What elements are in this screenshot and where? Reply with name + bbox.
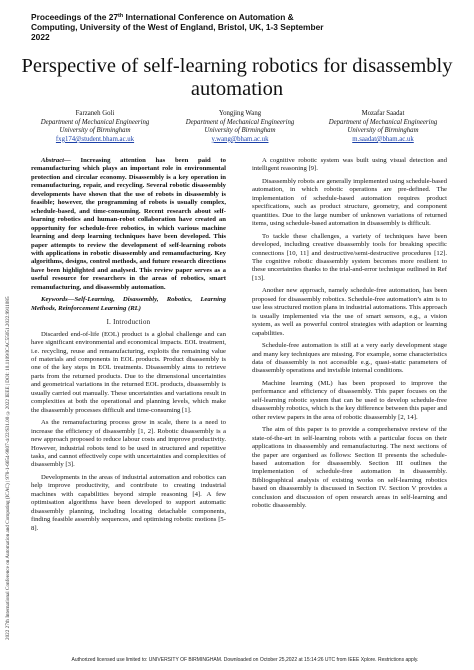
abstract-label: Abstract—	[41, 157, 71, 164]
proceedings-header	[31, 12, 331, 42]
author-2	[165, 110, 315, 144]
body-paragraph: The aim of this paper is to provide a comprehensive review of the state-of-the-art in self-learning robots with a particular focus on their applications in disassembly and remanufacturing. The next sections of the paper are organised as follows: Section II presents the schedule-based automation for disassembly. Section III outlines the implementation of schedule-free automation in disassembly. Bibliographical analysis of existing works on self-learning robotics based on disassembly is discussed in Section IV. Section V provides a conclusion and discussion of open research areas in self-learning and robotic disassembly.	[252, 426, 447, 510]
author-univ: University of Birmingham	[204, 127, 276, 135]
body-paragraph: As the remanufacturing process grow in scale, there is a need to increase the efficiency of disassembly [1, 2]. Robotic disassembly is a new approach proposed to reduce labour costs and improve productivity. However, industrial robots tend to be used in structured and repetitive tasks, and cannot effectively cope with uncertainties and complexities of disassembly [3].	[31, 419, 226, 469]
section-heading-introduction: I. Introduction	[106, 319, 151, 327]
body-paragraph: A cognitive robotic system was built using visual detection and intelligent reasoning [9].	[252, 157, 447, 173]
author-dept: Department of Mechanical Engineering	[40, 118, 150, 126]
author-dept: Department of Mechanical Engineering	[185, 118, 295, 126]
author-3	[308, 110, 458, 144]
body-paragraph: To tackle these challenges, a variety of techniques have been developed, including creative disassembly tools for breaking specific connections [10, 11] and destructive/semi-destructive procedures [12]. The cognitive robotic disassembly system becomes more resilient to these uncertainties thanks to the trial-and-error technique outlined in Ref [13].	[252, 232, 447, 282]
left-column	[31, 157, 226, 537]
author-name: Yongjing Wang	[218, 110, 262, 117]
author-email-link[interactable]: y.wang@bham.ac.uk	[211, 135, 269, 143]
author-email-link[interactable]: m.saadat@bham.ac.uk	[352, 135, 414, 143]
proceedings-text: Proceedings of the 27	[31, 12, 119, 22]
author-name: Mozafar Saadat	[361, 110, 405, 117]
body-paragraph: Machine learning (ML) has been proposed to improve the performance and efficiency of disassembly. This paper focuses on the self-learning robotic system that can be used to develop schedule-free disassembly robotics, which is the key difference between this paper and other review papers in the area of robotic disassembly [2, 14].	[252, 379, 447, 421]
body-paragraph: Disassembly robots are generally implemented using schedule-based automation, in which robotic operations are pre-defined. The implementation of schedule-based automation requires product specifications, such as product structure, geometry, and component quantities. Due to the large number of unknown variations of returned items, using schedule-based automation in disassembly is difficult.	[252, 177, 447, 228]
body-paragraph: Another new approach, namely schedule-free automation, has been proposed for disassembly robotics. Schedule-free automation’s aim is to use less structured motion plans in industrial automations. This approach is usually implemented via the use of smart sensors, e.g., a vision system, as well as powerful control strategies with adaption or learning capabilities.	[252, 287, 447, 337]
author-block	[20, 110, 460, 154]
body-paragraph: Schedule-free automation is still at a very early development stage and many key techniques are missing. For example, some characteristics data of disassembly is not accessible e.g., quasi-static parameters of disassembly operations and invisible internal conditions.	[252, 342, 447, 375]
author-name: Farzaneh Goli	[75, 110, 115, 117]
keywords-label: Keywords—	[41, 296, 75, 304]
body-paragraph: Developments in the areas of industrial automation and robotics can help improve productivity, and contribute to creating industrial machines with capabilities beyond simple reasoning [4]. A few optimisation algorithms have been developed to support automatic disassembly planning, including locating detachable components, finding feasible assembly sequences, and optimising robotic motions [5-8].	[31, 473, 226, 532]
author-dept: Department of Mechanical Engineering	[328, 118, 438, 126]
proceedings-text-rest: International Conference on Automation & Computing, University of the West of England, Bristol, UK, 1-3 September 2022	[31, 12, 324, 42]
license-footer: Authorized licensed use limited to: UNIVERSITY OF BIRMINGHAM. Downloaded on October 25,2022 at 15:14:26 UTC from IEEE Xplore. Restrictions apply.	[71, 657, 419, 663]
author-univ: University of Birmingham	[59, 127, 131, 135]
abstract	[31, 157, 226, 292]
body-paragraph: Discarded end-of-life (EOL) product is a global challenge and can have significant environmental and economical impacts. EOL treatment, i.e. recycling, reuse and remanufacturing, exploits the remaining value of materials and components in EOL products. Product disassembly is one of the key steps in EOL treatments. Disassembly aims to retrieve parts from the returned products. Due to the dimensional uncertainties and geometrical variations in the returned EOL products, disassembly is usually carried out manually. These uncertainties and variations result in complexities at both the operational and planning levels, which make the disassembly processes difficult and time-consuming [1].	[31, 330, 226, 414]
author-1	[20, 110, 170, 144]
abstract-text: Increasing attention has been paid to remanufacturing which plays an important role in environmental protection and circular economy. Disassembly is a key operation in remanufacturing, repair, and recycling. Several robotic disassembly developments have shown that the use of robots in disassembly is feasible; however, the programming of robots is usually complex, schedule-based, and time-consuming. Recent research about self-learning robotics and human-robot collaboration have created an opportunity for schedule-free robotics, in which various machine learning and deep learning techniques have been developed. This paper attempts to review the development of self-learning robots with applications in robotic disassembly and remanufacturing. Key algorithms, designs, control methods, and future research directions have been highlighted and analysed. This review paper serves as a useful resource for researchers in the areas of robotics, smart remanufacturing, and disassembly automation.	[31, 157, 226, 291]
keywords-text: Self-Learning, Disassembly, Robotics, Learning Methods, Reinforcement Learning (RL)	[31, 296, 226, 312]
proceedings-superscript: th	[118, 13, 124, 19]
right-column	[252, 157, 447, 515]
author-email-link[interactable]: fxg174@student.bham.ac.uk	[55, 135, 135, 143]
paper-title: Perspective of self-learning robotics for disassembly automation	[21, 55, 453, 100]
author-univ: University of Birmingham	[347, 127, 419, 135]
keywords	[31, 296, 226, 313]
doi-sidebar: 2022 27th International Conference on Automation and Computing (ICAC) | 978-1-6654-9807-4/22/$31.00 ©2022 IEEE | DOI: 10.1109/ICAC55051.2022.9911085	[5, 296, 11, 640]
